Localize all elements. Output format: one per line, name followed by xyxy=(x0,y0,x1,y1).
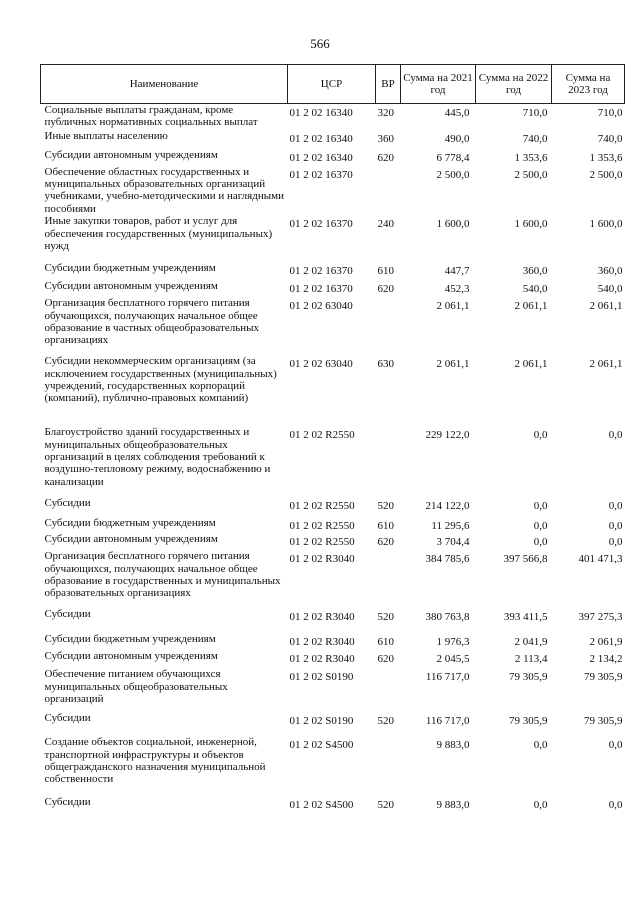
row-vr: 620 xyxy=(377,536,394,549)
row-sum-2022: 393 411,5 xyxy=(503,611,548,624)
table-row xyxy=(41,149,625,166)
row-sum-2022: 0,0 xyxy=(533,500,548,513)
row-sum-2022: 1 353,6 xyxy=(514,151,548,164)
row-name: Субсидии автономным учреждениям xyxy=(44,280,218,293)
row-name: Организация бесплатного горячего питания обучающихся, получающих начальное общее образование в государственных и муниципальных образовательных организациях xyxy=(44,550,281,600)
row-sum-2021: 384 785,6 xyxy=(425,553,470,566)
row-csr: 01 2 02 16370 xyxy=(289,265,353,278)
row-sum-2023: 0,0 xyxy=(608,739,623,752)
row-sum-2021: 447,7 xyxy=(444,265,470,278)
table-row xyxy=(41,355,625,426)
row-csr: 01 2 02 R3040 xyxy=(289,611,355,624)
row-csr: 01 2 02 R2550 xyxy=(289,520,355,533)
table-row xyxy=(41,104,625,130)
row-csr: 01 2 02 S4500 xyxy=(289,799,354,812)
row-sum-2021: 2 045,5 xyxy=(436,653,470,666)
row-name: Создание объектов социальной, инженерной, транспортной инфраструктуры и объектов общегражданского назначения муниципальной собственности xyxy=(44,736,266,786)
row-sum-2021: 9 883,0 xyxy=(436,799,470,812)
table-row xyxy=(41,497,625,517)
row-sum-2023: 360,0 xyxy=(597,265,623,278)
row-vr: 610 xyxy=(377,636,394,649)
table-row xyxy=(41,533,625,550)
row-csr: 01 2 02 63040 xyxy=(289,300,353,313)
row-csr: 01 2 02 R2550 xyxy=(289,536,355,549)
table-row xyxy=(41,215,625,262)
row-vr: 320 xyxy=(377,107,394,119)
row-name: Субсидии автономным учреждениям xyxy=(44,148,218,161)
row-sum-2021: 1 600,0 xyxy=(436,218,470,231)
row-vr: 520 xyxy=(377,715,394,728)
row-sum-2021: 452,3 xyxy=(444,283,470,296)
header-vr: ВР xyxy=(376,65,401,104)
row-vr: 630 xyxy=(377,358,394,371)
row-sum-2021: 2 500,0 xyxy=(436,168,470,181)
row-vr: 620 xyxy=(377,653,394,666)
row-sum-2022: 2 113,4 xyxy=(514,653,548,666)
row-csr: 01 2 02 16370 xyxy=(289,218,353,231)
row-csr: 01 2 02 S0190 xyxy=(289,715,354,728)
table-row xyxy=(41,130,625,149)
row-name: Социальные выплаты гражданам, кроме публичных нормативных социальных выплат xyxy=(44,104,258,129)
row-sum-2023: 1 353,6 xyxy=(589,151,623,164)
row-sum-2023: 2 061,1 xyxy=(589,358,623,371)
row-sum-2022: 2 041,9 xyxy=(514,636,548,649)
row-sum-2023: 2 061,1 xyxy=(589,300,623,313)
row-csr: 01 2 02 S0190 xyxy=(289,671,354,684)
table-row xyxy=(41,166,625,216)
row-vr: 360 xyxy=(377,132,394,145)
row-sum-2021: 490,0 xyxy=(444,132,470,145)
header-sum-2022: Сумма на 2022 год xyxy=(476,65,552,104)
table-row xyxy=(41,280,625,297)
row-sum-2023: 79 305,9 xyxy=(584,671,623,684)
row-sum-2022: 0,0 xyxy=(533,429,548,442)
budget-table xyxy=(40,64,625,818)
row-vr: 520 xyxy=(377,799,394,812)
row-vr: 240 xyxy=(377,218,394,231)
row-sum-2023: 710,0 xyxy=(597,107,623,119)
header-name: Наименование xyxy=(41,65,288,104)
row-name: Организация бесплатного горячего питания обучающихся, получающих начальное общее образование в частных общеобразовательных организациях xyxy=(44,297,259,347)
row-vr: 620 xyxy=(377,283,394,296)
table-row xyxy=(41,712,625,736)
table-row xyxy=(41,668,625,712)
row-sum-2023: 740,0 xyxy=(597,132,623,145)
row-vr xyxy=(376,426,401,497)
table-row xyxy=(41,517,625,533)
row-csr: 01 2 02 16370 xyxy=(289,283,353,296)
table-row xyxy=(41,633,625,650)
row-csr: 01 2 02 S4500 xyxy=(289,739,354,752)
row-csr: 01 2 02 63040 xyxy=(289,358,353,371)
row-vr: 610 xyxy=(377,265,394,278)
row-name: Благоустройство зданий государственных и муниципальных общеобразовательных организаций в целях соблюдения требований к воздушно-тепловому режиму, водоснабжению и канализации xyxy=(44,426,271,488)
row-name: Обеспечение питанием обучающихся муниципальных общеобразовательных организаций xyxy=(44,668,228,705)
row-sum-2022: 79 305,9 xyxy=(509,671,548,684)
row-sum-2023: 397 275,3 xyxy=(578,611,623,624)
row-sum-2022: 710,0 xyxy=(522,107,548,119)
row-csr: 01 2 02 16340 xyxy=(289,107,353,119)
row-sum-2022: 0,0 xyxy=(533,739,548,752)
table-row xyxy=(41,262,625,280)
page-number: 566 xyxy=(310,36,330,51)
row-csr: 01 2 02 R3040 xyxy=(289,636,355,649)
row-sum-2023: 1 600,0 xyxy=(589,218,623,231)
row-vr: 610 xyxy=(377,520,394,533)
table-row xyxy=(41,608,625,633)
row-sum-2023: 2 134,2 xyxy=(589,653,623,666)
row-name: Субсидии бюджетным учреждениям xyxy=(44,262,216,275)
row-name: Субсидии некоммерческим организациям (за исключением государственных (муниципальных) учреждений, государственных корпораций (компаний), публично-правовых компаний) xyxy=(44,355,277,405)
row-sum-2022: 740,0 xyxy=(522,132,548,145)
row-sum-2023: 0,0 xyxy=(608,520,623,533)
row-name: Субсидии xyxy=(44,712,91,725)
row-name: Обеспечение областных государственных и муниципальных образовательных организаций учебниками, учебно-методическими и наглядными пособиями xyxy=(44,165,284,215)
row-csr: 01 2 02 16340 xyxy=(289,151,353,164)
row-sum-2021: 445,0 xyxy=(444,107,470,119)
row-sum-2021: 3 704,4 xyxy=(436,536,470,549)
row-sum-2022: 2 061,1 xyxy=(514,300,548,313)
row-sum-2023: 2 500,0 xyxy=(589,168,623,181)
row-sum-2021: 380 763,8 xyxy=(425,611,470,624)
row-sum-2021: 214 122,0 xyxy=(425,500,470,513)
row-vr xyxy=(376,550,401,608)
row-name: Субсидии xyxy=(44,497,91,510)
row-vr xyxy=(376,297,401,355)
row-sum-2021: 229 122,0 xyxy=(425,429,470,442)
row-sum-2022: 540,0 xyxy=(522,283,548,296)
table-header xyxy=(41,65,625,104)
row-sum-2022: 0,0 xyxy=(533,799,548,812)
row-csr: 01 2 02 R3040 xyxy=(289,553,355,566)
row-sum-2023: 0,0 xyxy=(608,799,623,812)
row-csr: 01 2 02 R2550 xyxy=(289,429,355,442)
table-row xyxy=(41,736,625,796)
row-name: Субсидии автономным учреждениям xyxy=(44,650,218,663)
header-csr: ЦСР xyxy=(288,65,376,104)
row-csr: 01 2 02 16370 xyxy=(289,168,353,181)
row-sum-2021: 2 061,1 xyxy=(436,300,470,313)
table-row xyxy=(41,796,625,818)
row-sum-2023: 540,0 xyxy=(597,283,623,296)
table-row xyxy=(41,426,625,497)
row-vr: 620 xyxy=(377,151,394,164)
row-csr: 01 2 02 R3040 xyxy=(289,653,355,666)
row-sum-2022: 360,0 xyxy=(522,265,548,278)
row-sum-2022: 2 061,1 xyxy=(514,358,548,371)
table-row xyxy=(41,650,625,668)
row-vr xyxy=(376,166,401,216)
row-csr: 01 2 02 R2550 xyxy=(289,500,355,513)
row-name: Субсидии xyxy=(44,608,91,621)
row-name: Субсидии бюджетным учреждениям xyxy=(44,517,216,530)
row-vr xyxy=(376,736,401,796)
row-name: Иные закупки товаров, работ и услуг для обеспечения государственных (муниципальных) нужд xyxy=(44,215,273,252)
row-sum-2022: 0,0 xyxy=(533,536,548,549)
row-name: Субсидии xyxy=(44,796,91,809)
row-vr: 520 xyxy=(377,611,394,624)
row-sum-2021: 116 717,0 xyxy=(425,671,470,684)
table-row xyxy=(41,297,625,355)
row-vr xyxy=(376,668,401,712)
header-sum-2023: Сумма на 2023 год xyxy=(552,65,625,104)
row-sum-2023: 0,0 xyxy=(608,500,623,513)
row-sum-2023: 401 471,3 xyxy=(578,553,623,566)
row-sum-2022: 0,0 xyxy=(533,520,548,533)
row-sum-2023: 0,0 xyxy=(608,536,623,549)
row-sum-2022: 1 600,0 xyxy=(514,218,548,231)
row-sum-2021: 11 295,6 xyxy=(431,520,470,533)
row-sum-2023: 2 061,9 xyxy=(589,636,623,649)
row-sum-2021: 6 778,4 xyxy=(436,151,470,164)
row-name: Субсидии бюджетным учреждениям xyxy=(44,633,216,646)
row-name: Субсидии автономным учреждениям xyxy=(44,533,218,546)
row-sum-2021: 2 061,1 xyxy=(436,358,470,371)
table-row xyxy=(41,550,625,608)
row-sum-2022: 79 305,9 xyxy=(509,715,548,728)
row-sum-2022: 2 500,0 xyxy=(514,168,548,181)
row-sum-2023: 0,0 xyxy=(608,429,623,442)
table-body xyxy=(41,104,625,819)
row-name: Иные выплаты населению xyxy=(44,129,168,142)
row-vr: 520 xyxy=(377,500,394,513)
row-sum-2022: 397 566,8 xyxy=(503,553,548,566)
row-sum-2021: 116 717,0 xyxy=(425,715,470,728)
header-sum-2021: Сумма на 2021 год xyxy=(401,65,476,104)
row-sum-2021: 1 976,3 xyxy=(436,636,470,649)
row-sum-2023: 79 305,9 xyxy=(584,715,623,728)
row-sum-2021: 9 883,0 xyxy=(436,739,470,752)
row-csr: 01 2 02 16340 xyxy=(289,132,353,145)
